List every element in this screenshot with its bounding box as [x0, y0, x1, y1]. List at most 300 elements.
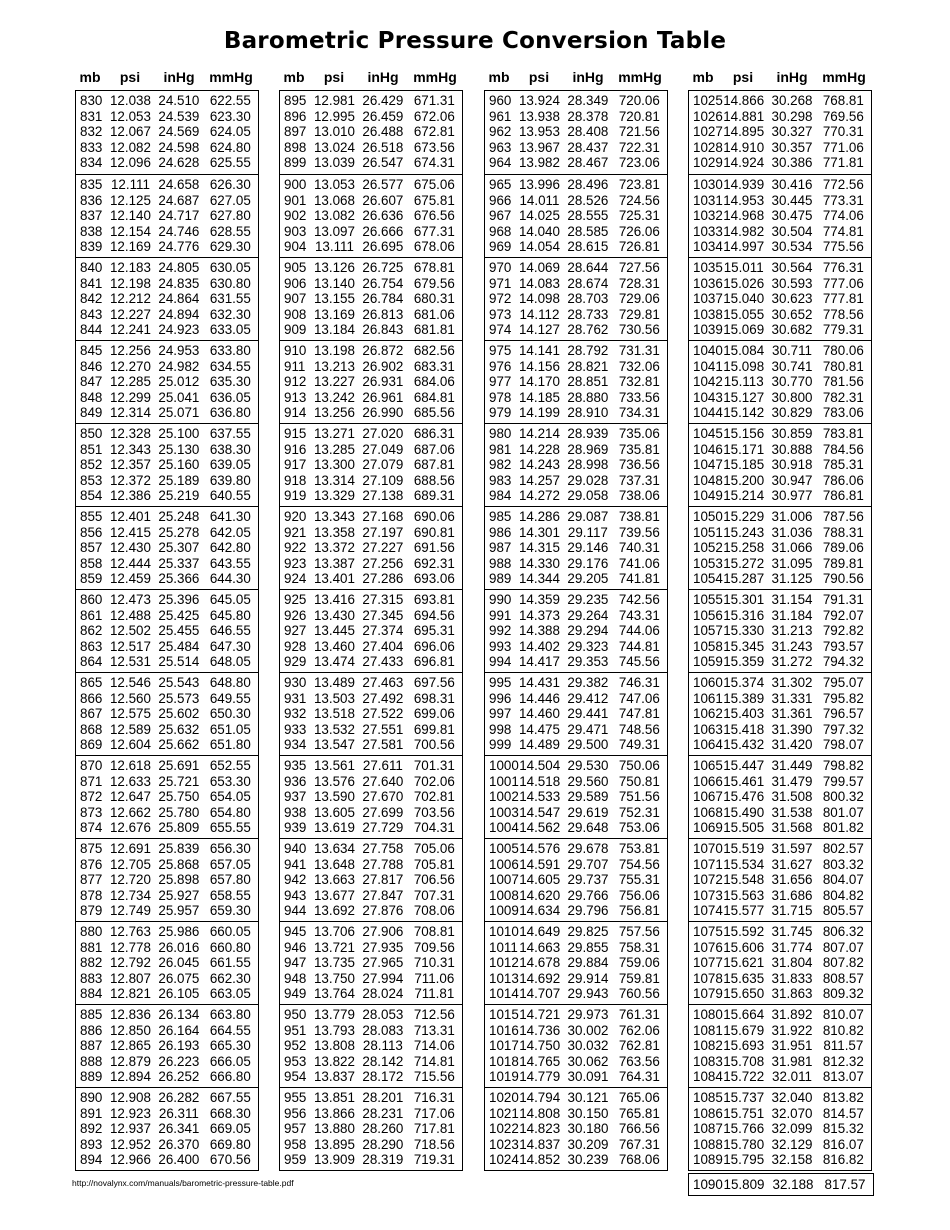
cell-psi: 12.676 [109, 820, 151, 836]
cell-mb: 863 [80, 638, 103, 654]
cell-psi: 13.285 [313, 441, 355, 457]
cell-inhg: 26.577 [362, 177, 404, 192]
table-row [280, 177, 462, 193]
cell-mmhg: 664.55 [209, 1022, 251, 1038]
cell-mb: 903 [284, 223, 307, 239]
cell-mmhg: 687.06 [413, 441, 455, 457]
cell-psi: 14.576 [519, 841, 561, 856]
cell-psi: 13.445 [313, 623, 355, 639]
row-group [689, 174, 871, 257]
table-row [76, 307, 258, 323]
table-row [689, 208, 871, 224]
cell-mb: 958 [284, 1136, 307, 1152]
cell-psi: 14.910 [723, 139, 765, 155]
cell-inhg: 24.510 [158, 93, 200, 108]
cell-mmhg: 790.56 [822, 571, 864, 587]
table-row [76, 1152, 258, 1168]
cell-mmhg: 729.06 [618, 291, 660, 307]
cell-mmhg: 677.31 [413, 223, 455, 239]
cell-mb: 1062 [693, 706, 723, 722]
table-row [689, 155, 871, 171]
cell-inhg: 31.479 [771, 773, 813, 789]
table-row [280, 109, 462, 125]
table-row [689, 1137, 871, 1153]
cell-mmhg: 762.06 [618, 1022, 660, 1038]
table-row [76, 556, 258, 572]
cell-mmhg: 644.30 [209, 571, 251, 587]
cell-psi: 14.547 [519, 804, 561, 820]
cell-mb: 1029 [693, 155, 723, 171]
cell-mb: 893 [80, 1136, 103, 1152]
cell-mmhg: 642.05 [209, 524, 251, 540]
row-group [485, 1004, 667, 1087]
table-row [689, 986, 871, 1002]
cell-mb: 981 [489, 441, 512, 457]
table-row [280, 789, 462, 805]
cell-psi: 14.591 [519, 856, 561, 872]
cell-mb: 843 [80, 306, 103, 322]
cell-psi: 13.634 [313, 841, 355, 856]
cell-mb: 931 [284, 690, 307, 706]
cell-inhg: 25.868 [158, 856, 200, 872]
cell-mb: 990 [489, 592, 512, 607]
cell-inhg: 26.134 [158, 1007, 200, 1022]
cell-mb: 908 [284, 306, 307, 322]
cell-mmhg: 753.06 [618, 820, 660, 836]
cell-psi: 13.996 [518, 177, 560, 192]
table-row [689, 758, 871, 774]
cell-psi: 15.403 [723, 706, 765, 722]
cell-inhg: 24.864 [158, 291, 200, 307]
cell-mmhg: 813.07 [822, 1069, 864, 1085]
cell-psi: 12.560 [109, 690, 151, 706]
table-row [76, 540, 258, 556]
table-row [280, 1121, 462, 1137]
cell-mb: 881 [80, 939, 103, 955]
cell-mmhg: 792.82 [822, 623, 864, 639]
cell-mmhg: 753.81 [618, 841, 660, 856]
cell-mmhg: 806.32 [822, 924, 864, 939]
table-row [280, 955, 462, 971]
cell-inhg: 30.180 [567, 1121, 609, 1137]
cell-mb: 927 [284, 623, 307, 639]
cell-psi: 13.039 [313, 155, 355, 171]
cell-mb: 1064 [693, 737, 723, 753]
cell-psi: 15.664 [723, 1007, 765, 1022]
cell-mmhg: 647.30 [209, 638, 251, 654]
cell-psi: 14.562 [519, 820, 561, 836]
cell-mb: 873 [80, 804, 103, 820]
table-row [689, 737, 871, 753]
cell-psi: 14.460 [518, 706, 560, 722]
cell-inhg: 27.788 [362, 856, 404, 872]
cell-mmhg: 636.05 [209, 389, 251, 405]
cell-psi: 12.662 [109, 804, 151, 820]
table-row [689, 571, 871, 587]
cell-mb: 1036 [693, 275, 723, 291]
cell-mmhg: 676.56 [413, 208, 455, 224]
cell-mmhg: 767.31 [618, 1136, 660, 1152]
cell-mmhg: 805.57 [822, 903, 864, 919]
cell-mb: 971 [489, 275, 512, 291]
table-row [280, 774, 462, 790]
cell-mmhg: 688.56 [413, 472, 455, 488]
cell-mmhg: 774.06 [822, 208, 864, 224]
cell-mb: 898 [284, 139, 307, 155]
cell-mmhg: 773.31 [822, 192, 864, 208]
table-row [485, 774, 667, 790]
cell-mb: 929 [284, 654, 307, 670]
table-row [485, 841, 667, 857]
cell-psi: 13.184 [313, 322, 355, 338]
cell-mmhg: 625.55 [209, 155, 251, 171]
table-row [485, 706, 667, 722]
table-row [689, 442, 871, 458]
cell-inhg: 30.682 [771, 322, 813, 338]
table-row [689, 93, 871, 109]
cell-psi: 12.705 [109, 856, 151, 872]
table-row [485, 1054, 667, 1070]
table-body [484, 90, 668, 1171]
cell-mb: 904 [284, 239, 307, 255]
table-row [485, 1106, 667, 1122]
cell-inhg: 26.902 [362, 358, 404, 374]
row-group [280, 672, 462, 755]
cell-psi: 14.837 [519, 1136, 561, 1152]
table-row [280, 509, 462, 525]
cell-psi: 12.285 [109, 374, 151, 390]
cell-mmhg: 748.56 [618, 721, 660, 737]
cell-mmhg: 658.55 [209, 887, 251, 903]
cell-mb: 1060 [693, 675, 723, 690]
cell-psi: 12.415 [109, 524, 151, 540]
cell-inhg: 28.880 [567, 389, 609, 405]
cell-mmhg: 775.56 [822, 239, 864, 255]
cell-inhg: 30.534 [771, 239, 813, 255]
table-row [485, 955, 667, 971]
cell-psi: 14.968 [723, 208, 765, 224]
cell-psi: 15.229 [723, 509, 765, 524]
cell-mmhg: 685.56 [413, 405, 455, 421]
cell-mb: 1089 [693, 1152, 723, 1168]
cell-psi: 12.778 [109, 939, 151, 955]
cell-mb: 996 [489, 690, 512, 706]
cell-mmhg: 695.31 [413, 623, 455, 639]
header-inhg: inHg [776, 69, 808, 85]
cell-psi: 13.213 [313, 358, 355, 374]
cell-mmhg: 730.56 [618, 322, 660, 338]
header-psi: psi [528, 69, 550, 85]
cell-mmhg: 720.06 [618, 93, 660, 108]
table-row [76, 1137, 258, 1153]
cell-mb: 879 [80, 903, 103, 919]
cell-psi: 13.576 [313, 773, 355, 789]
cell-mmhg: 714.81 [413, 1053, 455, 1069]
table-row [76, 239, 258, 255]
cell-mb: 915 [284, 426, 307, 441]
cell-psi: 13.474 [313, 654, 355, 670]
table-row [689, 224, 871, 240]
cell-psi: 15.330 [723, 623, 765, 639]
cell-mb: 839 [80, 239, 103, 255]
table-row [689, 1090, 871, 1106]
cell-mmhg: 640.55 [209, 488, 251, 504]
cell-psi: 15.171 [723, 441, 765, 457]
cell-psi: 14.765 [519, 1053, 561, 1069]
cell-inhg: 30.711 [772, 343, 813, 358]
table-row [689, 390, 871, 406]
table-row [485, 509, 667, 525]
cell-mmhg: 797.32 [822, 721, 864, 737]
table-body [688, 90, 872, 1171]
cell-inhg: 28.113 [362, 1038, 403, 1054]
cell-mb: 1055 [693, 592, 723, 607]
cell-inhg: 31.597 [771, 841, 813, 856]
cell-mmhg: 817.57 [824, 1177, 866, 1192]
cell-psi: 12.111 [110, 177, 150, 192]
cell-psi: 12.720 [109, 872, 151, 888]
table-row [280, 556, 462, 572]
cell-mmhg: 770.31 [822, 124, 864, 140]
cell-mmhg: 726.06 [618, 223, 660, 239]
cell-psi: 12.169 [109, 239, 151, 255]
cell-psi: 14.185 [518, 389, 560, 405]
cell-mmhg: 741.06 [618, 555, 660, 571]
table-row [280, 124, 462, 140]
cell-mmhg: 755.31 [618, 872, 660, 888]
row-group [76, 755, 258, 838]
cell-mb: 1065 [693, 758, 723, 773]
header-inhg: inHg [367, 69, 399, 85]
cell-mb: 912 [284, 374, 307, 390]
cell-inhg: 29.825 [567, 924, 609, 939]
table-row [689, 805, 871, 821]
cell-mb: 1027 [693, 124, 723, 140]
cell-mb: 1068 [693, 804, 723, 820]
cell-mb: 834 [80, 155, 103, 171]
cell-psi: 12.212 [109, 291, 151, 307]
cell-mmhg: 759.06 [618, 955, 660, 971]
table-row [485, 872, 667, 888]
cell-inhg: 27.463 [362, 675, 404, 690]
cell-mmhg: 702.81 [413, 789, 455, 805]
cell-psi: 13.169 [313, 306, 355, 322]
cell-inhg: 27.611 [362, 758, 403, 773]
cell-psi: 13.126 [313, 260, 355, 275]
cell-psi: 12.633 [109, 773, 151, 789]
cell-mmhg: 657.05 [209, 856, 251, 872]
cell-inhg: 31.213 [771, 623, 813, 639]
cell-mmhg: 717.81 [413, 1121, 455, 1137]
cell-mmhg: 705.81 [413, 856, 455, 872]
cell-mmhg: 750.06 [618, 758, 660, 773]
cell-mmhg: 761.31 [618, 1007, 660, 1022]
row-group [76, 423, 258, 506]
table-row [280, 291, 462, 307]
table-row [280, 820, 462, 836]
table-row [76, 193, 258, 209]
row-group [485, 91, 667, 174]
cell-inhg: 25.691 [158, 758, 200, 773]
row-group [689, 340, 871, 423]
header-mmhg: mmHg [618, 69, 662, 85]
cell-mb: 1013 [489, 970, 519, 986]
row-group [485, 589, 667, 672]
cell-inhg: 27.049 [362, 441, 404, 457]
cell-inhg: 31.538 [771, 804, 813, 820]
cell-psi: 14.953 [723, 192, 765, 208]
cell-psi: 14.243 [518, 457, 560, 473]
table-row [689, 789, 871, 805]
cell-mmhg: 762.81 [618, 1038, 660, 1054]
cell-mb: 1010 [489, 924, 519, 939]
cell-mmhg: 633.80 [209, 343, 251, 358]
cell-mb: 909 [284, 322, 307, 338]
cell-inhg: 29.176 [567, 555, 609, 571]
cell-psi: 15.650 [723, 986, 765, 1002]
header-psi: psi [732, 69, 754, 85]
table-row [280, 722, 462, 738]
cell-mb: 1023 [489, 1136, 519, 1152]
cell-mmhg: 729.81 [618, 306, 660, 322]
table-row [76, 571, 258, 587]
table-row [76, 789, 258, 805]
cell-psi: 13.111 [314, 239, 354, 255]
cell-mb: 833 [80, 139, 103, 155]
table-row [485, 623, 667, 639]
cell-mb: 949 [284, 986, 307, 1002]
cell-mb: 1071 [693, 856, 723, 872]
cell-mmhg: 629.30 [209, 239, 251, 255]
table-row [280, 675, 462, 691]
cell-mb: 901 [284, 192, 307, 208]
cell-mb: 1008 [489, 887, 519, 903]
cell-mmhg: 698.31 [413, 690, 455, 706]
cell-psi: 15.505 [723, 820, 765, 836]
row-group [485, 506, 667, 589]
cell-inhg: 27.699 [362, 804, 404, 820]
cell-inhg: 28.231 [362, 1105, 404, 1121]
cell-mb: 846 [80, 358, 103, 374]
cell-mmhg: 744.06 [618, 623, 660, 639]
cell-psi: 15.389 [723, 690, 765, 706]
cell-psi: 13.953 [518, 124, 560, 140]
table-row [485, 374, 667, 390]
cell-psi: 12.096 [109, 155, 151, 171]
cell-inhg: 28.526 [567, 192, 609, 208]
cell-inhg: 29.412 [567, 690, 609, 706]
cell-inhg: 31.508 [771, 789, 813, 805]
cell-inhg: 25.012 [158, 374, 200, 390]
cell-psi: 14.997 [723, 239, 765, 255]
cell-inhg: 27.906 [362, 924, 404, 939]
cell-mb: 1051 [693, 524, 723, 540]
cell-mb: 838 [80, 223, 103, 239]
cell-mb: 832 [80, 124, 103, 140]
table-row [485, 592, 667, 608]
cell-inhg: 31.272 [771, 654, 813, 670]
table-row [485, 193, 667, 209]
table-row [76, 691, 258, 707]
cell-inhg: 29.382 [567, 675, 609, 690]
cell-mmhg: 781.56 [822, 374, 864, 390]
table-row [76, 109, 258, 125]
cell-mmhg: 707.31 [413, 887, 455, 903]
table-row [280, 841, 462, 857]
table-row [485, 109, 667, 125]
cell-mb: 1053 [693, 555, 723, 571]
cell-mb: 1044 [693, 405, 723, 421]
cell-inhg: 32.129 [771, 1136, 813, 1152]
cell-mmhg: 763.56 [618, 1053, 660, 1069]
table-row [280, 1152, 462, 1168]
table-row [485, 224, 667, 240]
header-inhg: inHg [163, 69, 195, 85]
row-group [76, 1004, 258, 1087]
cell-psi: 14.083 [518, 275, 560, 291]
cell-inhg: 28.910 [567, 405, 609, 421]
cell-mb: 885 [80, 1007, 103, 1022]
cell-mb: 986 [489, 524, 512, 540]
table-row [280, 322, 462, 338]
cell-mb: 1041 [693, 358, 723, 374]
cell-mb: 1049 [693, 488, 723, 504]
cell-psi: 12.256 [109, 343, 151, 358]
cell-psi: 12.401 [109, 509, 151, 524]
cell-inhg: 27.374 [362, 623, 404, 639]
cell-mb: 1074 [693, 903, 723, 919]
table-row [485, 986, 667, 1002]
cell-mmhg: 810.07 [822, 1007, 864, 1022]
cell-inhg: 29.146 [567, 540, 609, 556]
cell-psi: 14.721 [519, 1007, 561, 1022]
cell-mb: 1063 [693, 721, 723, 737]
cell-psi: 15.737 [723, 1090, 765, 1105]
cell-inhg: 25.130 [158, 441, 200, 457]
cell-inhg: 31.568 [771, 820, 813, 836]
cell-inhg: 25.455 [158, 623, 200, 639]
cell-inhg: 30.298 [771, 108, 813, 124]
table-row [76, 706, 258, 722]
cell-mb: 853 [80, 472, 103, 488]
cell-mb: 1037 [693, 291, 723, 307]
table-row [485, 442, 667, 458]
table-row [485, 737, 667, 753]
cell-mmhg: 777.06 [822, 275, 864, 291]
cell-mb: 964 [489, 155, 512, 171]
cell-psi: 14.156 [518, 358, 560, 374]
table-row [76, 924, 258, 940]
table-row [76, 93, 258, 109]
cell-inhg: 26.872 [362, 343, 404, 358]
cell-psi: 15.766 [723, 1121, 765, 1137]
cell-inhg: 25.337 [158, 555, 200, 571]
cell-inhg: 26.223 [158, 1053, 200, 1069]
cell-inhg: 25.484 [158, 638, 200, 654]
table-row [689, 556, 871, 572]
cell-inhg: 30.504 [771, 223, 813, 239]
table-row [485, 758, 667, 774]
cell-mb: 1069 [693, 820, 723, 836]
cell-mb: 938 [284, 804, 307, 820]
cell-mmhg: 789.06 [822, 540, 864, 556]
cell-mmhg: 656.30 [209, 841, 251, 856]
table-row [689, 608, 871, 624]
cell-mmhg: 634.55 [209, 358, 251, 374]
table-row [76, 774, 258, 790]
cell-psi: 13.793 [313, 1022, 355, 1038]
cell-mmhg: 655.55 [209, 820, 251, 836]
